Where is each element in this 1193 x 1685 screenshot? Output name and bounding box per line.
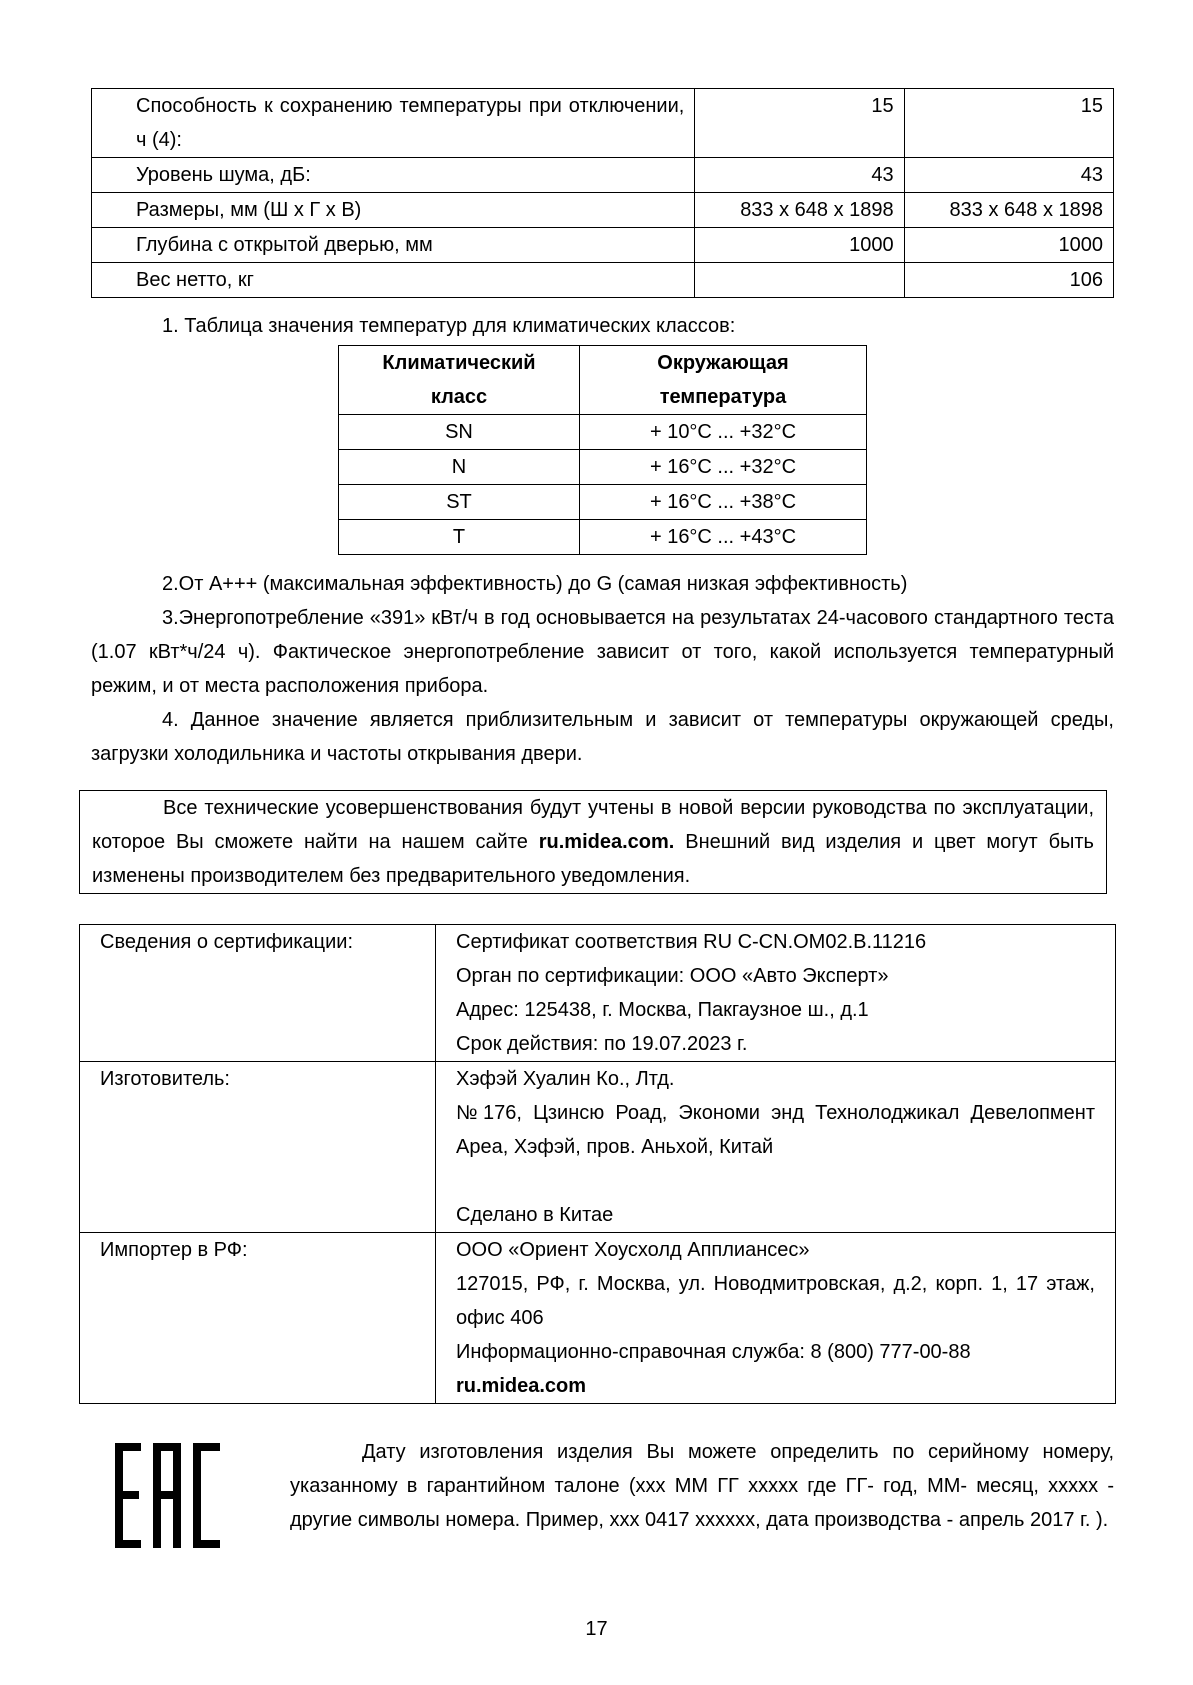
importer-details xyxy=(436,1233,1116,1404)
website-link[interactable]: ru.midea.com. xyxy=(538,831,675,853)
importer-name: ООО «Ориент Хоусхолд Апплиансес» xyxy=(456,1239,810,1261)
spec-value: 106 xyxy=(904,263,1113,298)
spec-value: 1000 xyxy=(695,228,904,263)
certification-table xyxy=(79,924,1116,1404)
spec-name: Способность к сохранению температуры при отключении, ч (4): xyxy=(92,89,695,158)
certification-label: Сведения о сертификации: xyxy=(80,925,436,1062)
spec-name: Глубина с открытой дверью, мм xyxy=(92,228,695,263)
header-line: Окружающая xyxy=(657,352,789,374)
manufacturer-details xyxy=(436,1062,1116,1233)
made-in: Сделано в Китае xyxy=(456,1204,614,1226)
importer-hotline: Информационно-справочная служба: 8 (800) 777-00-88 xyxy=(456,1341,971,1363)
table-row xyxy=(92,158,1114,193)
table-row xyxy=(80,1062,1116,1233)
spec-value: 15 xyxy=(695,89,904,158)
spec-name: Уровень шума, дБ: xyxy=(92,158,695,193)
spacer xyxy=(456,1164,1095,1198)
notice-text-after: Внешний вид изделия и цвет могут быть изменены производителем без предварительного уведомления. xyxy=(92,831,1094,887)
table-row xyxy=(339,450,867,485)
table-row xyxy=(92,193,1114,228)
certificate-validity: Срок действия: по 19.07.2023 г. xyxy=(456,1033,748,1055)
table-header-row xyxy=(339,346,867,415)
header-line: температура xyxy=(659,386,787,408)
spec-value: 833 х 648 х 1898 xyxy=(904,193,1113,228)
ambient-temp: + 16°C ... +32°C xyxy=(580,450,867,485)
certification-details xyxy=(436,925,1116,1062)
ambient-temp: + 16°C ... +43°C xyxy=(580,520,867,555)
spec-value: 43 xyxy=(904,158,1113,193)
spec-value xyxy=(695,263,904,298)
climate-class-table xyxy=(338,345,867,555)
spec-value: 833 х 648 х 1898 xyxy=(695,193,904,228)
note-3: 3.Энергопотребление «391» кВт/ч в год основывается на результатах 24-часового стандартного теста (1.07 кВт*ч/24 ч). Фактическое энергопотребление зависит от того, какой используется температурный режим, и от места расположения прибора. xyxy=(91,607,1114,697)
table-row xyxy=(92,89,1114,158)
climate-class: T xyxy=(339,520,580,555)
note-1-title: 1. Таблица значения температур для климатических классов: xyxy=(162,315,736,337)
spec-value: 15 xyxy=(904,89,1113,158)
certificate-number: Сертификат соответствия RU C-CN.OM02.B.11216 xyxy=(456,931,927,953)
eac-mark-icon xyxy=(115,1443,220,1548)
manufacturer-address: №176, Цзинсю Роад, Экономи энд Технолоджикал Девелопмент Ареа, Хэфэй, пров. Аньхой, Китай xyxy=(456,1102,1095,1158)
table-row xyxy=(339,520,867,555)
climate-class: ST xyxy=(339,485,580,520)
spec-table xyxy=(91,88,1114,298)
table-row xyxy=(339,415,867,450)
header-ambient-temp xyxy=(580,346,867,415)
header-line: класс xyxy=(430,386,488,408)
header-climate-class xyxy=(339,346,580,415)
notice-box xyxy=(79,790,1107,894)
production-date-info xyxy=(290,1435,1114,1537)
importer-website[interactable]: ru.midea.com xyxy=(456,1375,587,1397)
notice-text xyxy=(92,791,1094,893)
table-row xyxy=(92,228,1114,263)
table-row xyxy=(92,263,1114,298)
spec-value: 43 xyxy=(695,158,904,193)
certification-address: Адрес: 125438, г. Москва, Пакгаузное ш., д.1 xyxy=(456,999,869,1021)
notice-text-before: Все технические усовершенствования будут учтены в новой версии руководства по эксплуатации, которое Вы сможете найти на нашем сайте xyxy=(92,797,1094,853)
note-2: 2.От A+++ (максимальная эффективность) до G (самая низкая эффективность) xyxy=(162,573,908,595)
manufacturer-label: Изготовитель: xyxy=(80,1062,436,1233)
table-row xyxy=(80,925,1116,1062)
note-4: 4. Данное значение является приблизительным и зависит от температуры окружающей среды, загрузки холодильника и частоты открывания двери. xyxy=(91,709,1114,765)
climate-class: SN xyxy=(339,415,580,450)
climate-class: N xyxy=(339,450,580,485)
table-row xyxy=(80,1233,1116,1404)
spec-name: Вес нетто, кг xyxy=(92,263,695,298)
importer-address: 127015, РФ, г. Москва, ул. Новодмитровская, д.2, корп. 1, 17 этаж, офис 406 xyxy=(456,1273,1095,1329)
page-number: 17 xyxy=(585,1618,608,1640)
spec-name: Размеры, мм (Ш х Г х В) xyxy=(92,193,695,228)
manufacturer-name: Хэфэй Хуалин Ко., Лтд. xyxy=(456,1068,675,1090)
production-date-text: Дату изготовления изделия Вы можете определить по серийному номеру, указанному в гарантийном талоне (ххх ММ ГГ ххххх где ГГ- год, ММ- месяц, ххххх - другие символы номера. Пример, ххх 0417 хххххх, дата производства - апрель 2017 г. ). xyxy=(290,1441,1114,1531)
importer-label: Импортер в РФ: xyxy=(80,1233,436,1404)
ambient-temp: + 16°C ... +38°C xyxy=(580,485,867,520)
certification-body: Орган по сертификации: ООО «Авто Эксперт» xyxy=(456,965,889,987)
table-row xyxy=(339,485,867,520)
ambient-temp: + 10°C ... +32°C xyxy=(580,415,867,450)
header-line: Климатический xyxy=(382,352,536,374)
spec-value: 1000 xyxy=(904,228,1113,263)
